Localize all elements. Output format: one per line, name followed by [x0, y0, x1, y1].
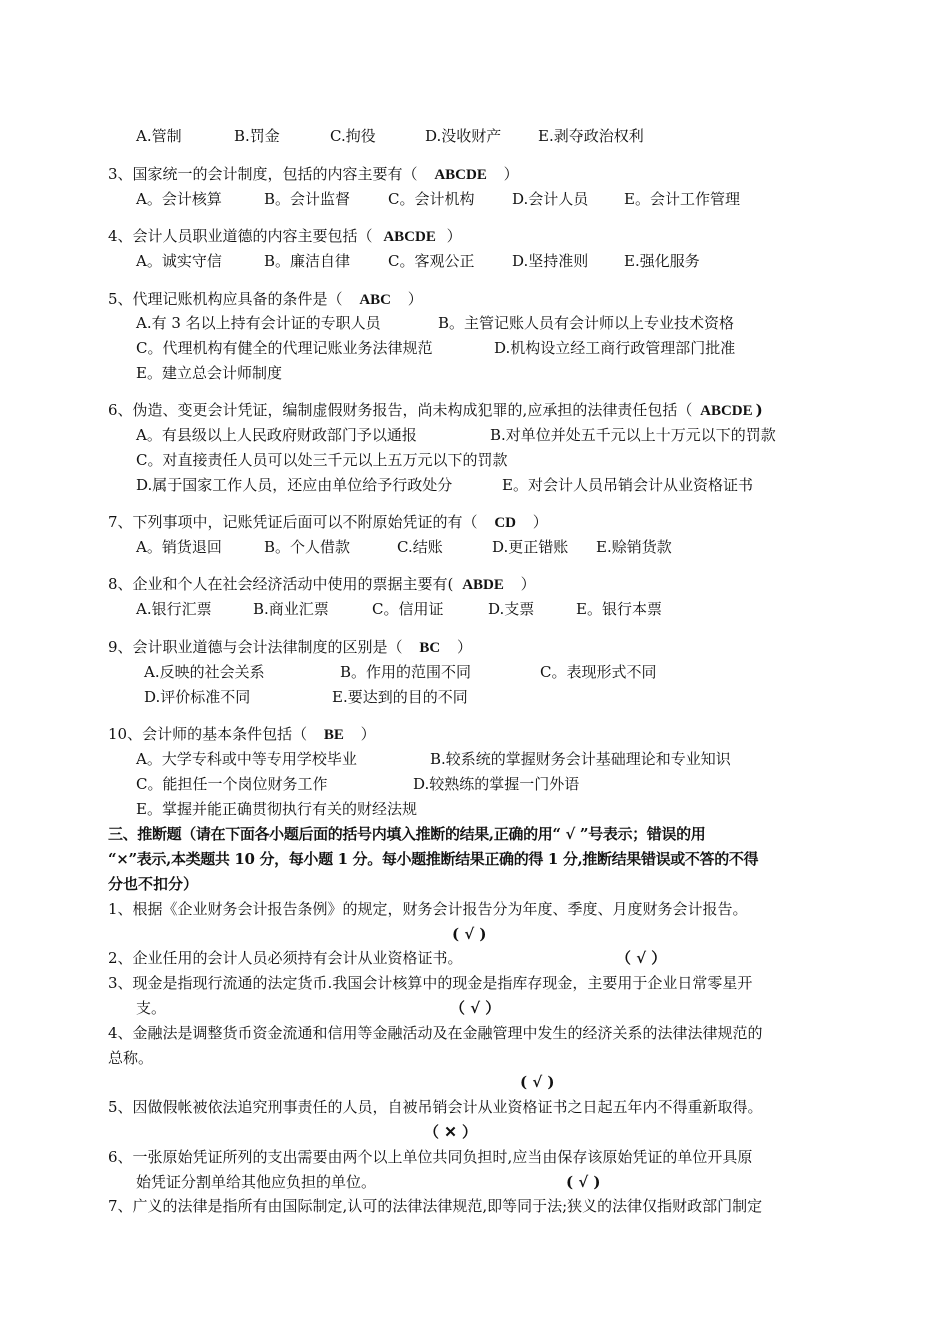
section3-header-line1: 三、推断题（请在下面各小题后面的括号内填入推断的结果,正确的用“ √ ”号表示；错误的用 [108, 825, 706, 843]
q3-option-e: E。会计工作管理 [624, 190, 740, 208]
judge-1-mark: ( √ ) [452, 925, 487, 943]
judge-6-text1: 6、一张原始凭证所列的支出需要由两个以上单位共同负担时,应当由保存该原始凭证的单位开具原 [108, 1148, 753, 1166]
q6-answer: ABCDE [700, 403, 753, 419]
q3-question [108, 164, 519, 185]
q6-stem: 6、伪造、变更会计凭证，编制虚假财务报告，尚未构成犯罪的,应承担的法律责任包括（ [108, 401, 693, 419]
q4-option-e: E.强化服务 [624, 252, 700, 270]
q5-question [108, 289, 423, 310]
q2-option-c: C.拘役 [330, 127, 376, 145]
q5-option-a: A.有 3 名以上持有会计证的专职人员 [136, 314, 381, 332]
q4-question [108, 226, 462, 247]
q9-option-c: C。表现形式不同 [540, 663, 657, 681]
q4-answer: ABCDE [383, 229, 436, 245]
q10-option-a: A。大学专科或中等专用学校毕业 [136, 750, 357, 768]
q9-option-d: D.评价标准不同 [144, 688, 251, 706]
q8-stem: 8、企业和个人在社会经济活动中使用的票据主要有( [108, 575, 454, 593]
q9-answer: BC [419, 640, 441, 656]
q6-option-d: D.属于国家工作人员，还应由单位给予行政处分 [136, 476, 453, 494]
q7-option-b: B。个人借款 [264, 538, 351, 556]
q7-option-e: E.赊销货款 [596, 538, 672, 556]
q9-stem: 9、会计职业道德与会计法律制度的区别是（ [108, 638, 403, 656]
q9-close: ） [456, 638, 472, 656]
q4-option-c: C。客观公正 [388, 252, 475, 270]
judge-4-text2: 总称。 [108, 1049, 154, 1067]
q3-stem: 3、国家统一的会计制度，包括的内容主要有（ [108, 165, 418, 183]
q8-answer: ABDE [462, 577, 504, 593]
q6-option-a: A。有县级以上人民政府财政部门予以通报 [136, 426, 417, 444]
q7-option-a: A。销货退回 [136, 538, 222, 556]
q8-option-c: C。信用证 [372, 600, 444, 618]
judge-4-text1: 4、金融法是调整货币资金流通和信用等金融活动及在金融管理中发生的经济关系的法律法律规范的 [108, 1024, 763, 1042]
q7-option-d: D.更正错账 [492, 538, 569, 556]
q4-option-d: D.坚持准则 [512, 252, 589, 270]
judge-3-text2: 支。 [136, 999, 167, 1017]
q2-option-d: D.没收财产 [425, 127, 502, 145]
q6-option-b: B.对单位并处五千元以上十万元以下的罚款 [490, 426, 776, 444]
judge-6-mark: ( √ ) [566, 1173, 601, 1191]
q10-option-c: C。能担任一个岗位财务工作 [136, 775, 328, 793]
q6-option-c: C。对直接责任人员可以处三千元以上五万元以下的罚款 [136, 451, 508, 469]
q6-option-e: E。对会计人员吊销会计从业资格证书 [502, 476, 753, 494]
judge-3-mark: （ √ ） [450, 999, 501, 1017]
q4-option-a: A。诚实守信 [136, 252, 222, 270]
judge-2-text: 2、企业任用的会计人员必须持有会计从业资格证书。 [108, 949, 463, 967]
judge-3-text1: 3、现金是指现行流通的法定货币.我国会计核算中的现金是指库存现金，主要用于企业日常零星开 [108, 974, 753, 992]
q6-question [108, 400, 763, 421]
q3-option-c: C。会计机构 [388, 190, 475, 208]
judge-2-mark: （ √ ） [616, 949, 667, 967]
q8-option-e: E。银行本票 [576, 600, 662, 618]
q3-answer: ABCDE [434, 167, 487, 183]
q10-option-b: B.较系统的掌握财务会计基础理论和专业知识 [430, 750, 731, 768]
q5-option-c: C。代理机构有健全的代理记账业务法律规范 [136, 339, 433, 357]
section3-header-line3: 分也不扣分） [108, 875, 199, 893]
q7-stem: 7、下列事项中，记账凭证后面可以不附原始凭证的有（ [108, 513, 478, 531]
q8-option-d: D.支票 [488, 600, 535, 618]
q5-stem: 5、代理记账机构应具备的条件是（ [108, 290, 343, 308]
q10-option-d: D.较熟练的掌握一门外语 [413, 775, 580, 793]
q10-option-e: E。掌握并能正确贯彻执行有关的财经法规 [136, 800, 417, 818]
q10-close: ） [360, 725, 376, 743]
judge-6-text2: 始凭证分割单给其他应负担的单位。 [136, 1173, 377, 1191]
q6-close: ) [755, 401, 763, 419]
judge-1-text: 1、根据《企业财务会计报告条例》的规定，财务会计报告分为年度、季度、月度财务会计报告。 [108, 900, 748, 918]
judge-5-mark: （ ✕ ） [424, 1123, 478, 1141]
judge-7-text: 7、广义的法律是指所有由国际制定,认可的法律法律规范,即等同于法;狭义的法律仅指财政部门制定 [108, 1197, 763, 1215]
q5-close: ） [407, 290, 423, 308]
q10-answer: BE [323, 727, 344, 743]
q9-option-b: B。作用的范围不同 [340, 663, 472, 681]
q10-question [108, 724, 376, 745]
q8-option-a: A.银行汇票 [136, 600, 212, 618]
q2-option-b: B.罚金 [234, 127, 280, 145]
q3-close: ） [503, 165, 519, 183]
q9-option-a: A.反映的社会关系 [144, 663, 265, 681]
q8-option-b: B.商业汇票 [253, 600, 329, 618]
q9-option-e: E.要达到的目的不同 [332, 688, 468, 706]
q3-option-a: A。会计核算 [136, 190, 222, 208]
q3-option-b: B。会计监督 [264, 190, 351, 208]
judge-5-text: 5、因做假帐被依法追究刑事责任的人员，自被吊销会计从业资格证书之日起五年内不得重新取得。 [108, 1098, 763, 1116]
q4-close: ） [446, 227, 462, 245]
q7-question [108, 512, 548, 533]
q7-answer: CD [494, 515, 516, 531]
q7-close: ） [532, 513, 548, 531]
q8-close: ） [520, 575, 536, 593]
q8-question [108, 574, 536, 595]
q5-option-d: D.机构设立经工商行政管理部门批准 [494, 339, 736, 357]
section3-header-line2: “×”表示,本类题共 10 分，每小题 1 分。每小题推断结果正确的得 1 分,推断结果错误或不答的不得 [108, 850, 759, 868]
judge-4-mark: ( √ ) [520, 1073, 555, 1091]
q5-answer: ABC [359, 292, 391, 308]
q2-option-a: A.管制 [136, 127, 182, 145]
q5-option-b: B。主管记账人员有会计师以上专业技术资格 [438, 314, 735, 332]
q9-question [108, 637, 472, 658]
q4-stem: 4、会计人员职业道德的内容主要包括（ [108, 227, 373, 245]
q5-option-e: E。建立总会计师制度 [136, 364, 282, 382]
q4-option-b: B。廉洁自律 [264, 252, 351, 270]
q7-option-c: C.结账 [397, 538, 443, 556]
q10-stem: 10、会计师的基本条件包括（ [108, 725, 308, 743]
q3-option-d: D.会计人员 [512, 190, 589, 208]
q2-option-e: E.剥夺政治权利 [538, 127, 644, 145]
